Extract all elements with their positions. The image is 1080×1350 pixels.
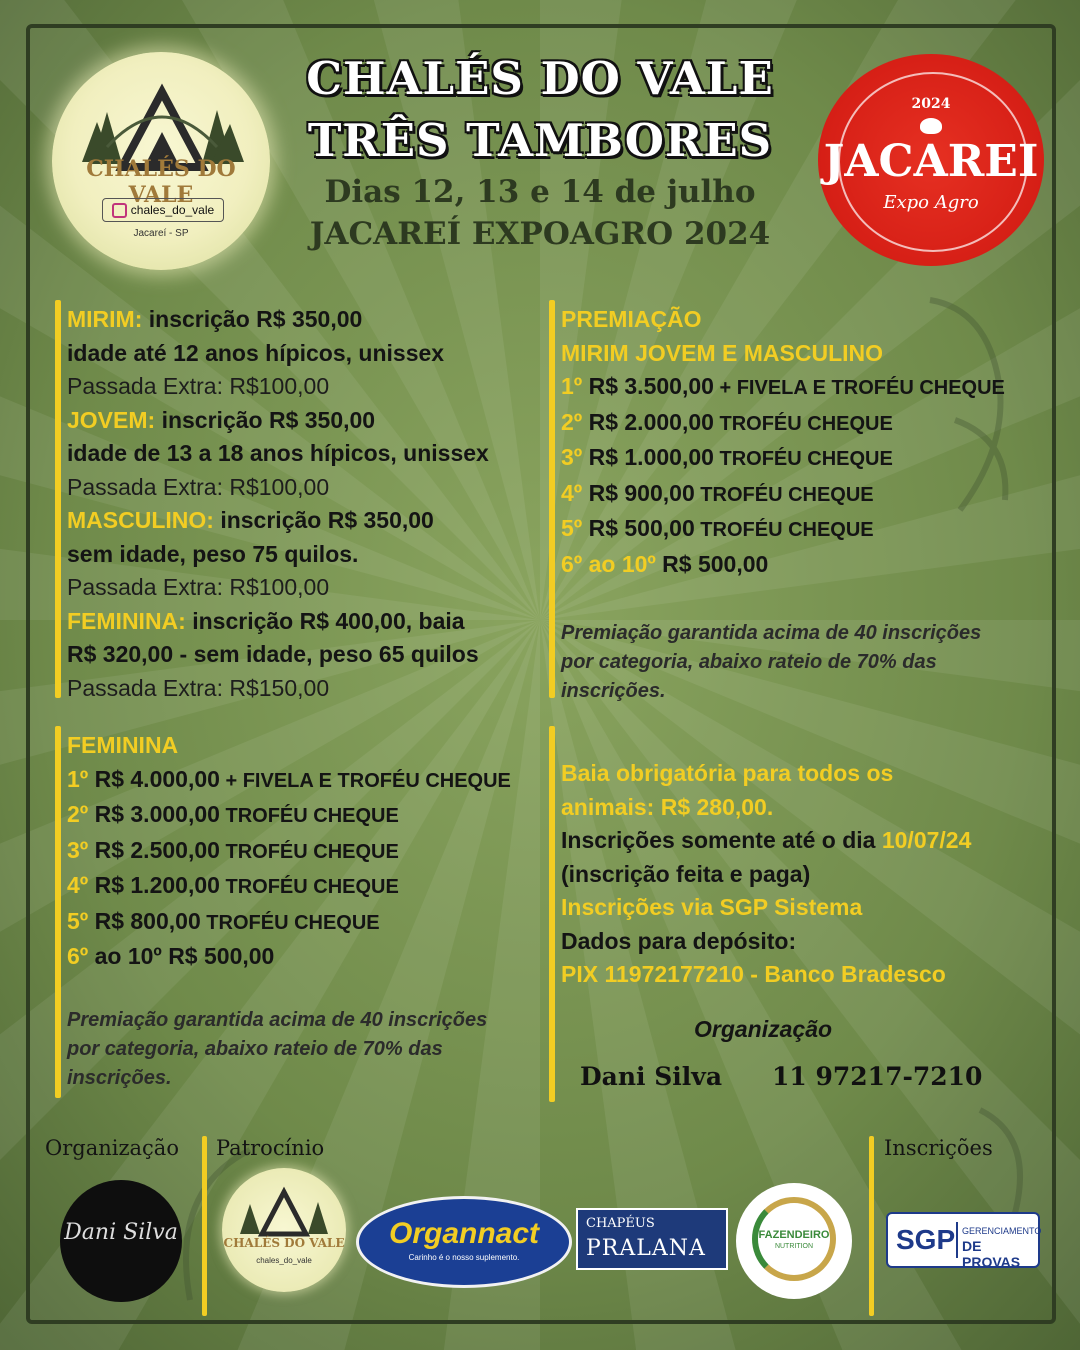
- cat-jovem-desc: idade de 13 a 18 anos hípicos, unissex: [67, 440, 489, 466]
- feminina_prizes-prizes-1-place: 2º: [67, 801, 89, 827]
- feminina_prizes-prizes-3-place: 4º: [67, 872, 89, 898]
- pix-line: PIX 11972177210 - Banco Bradesco: [561, 961, 946, 987]
- premiacao-prizes-1-place: 2º: [561, 408, 583, 435]
- footer-patrocinio-label: Patrocínio: [216, 1136, 325, 1160]
- cat-jovem-fee: inscrição R$ 350,00: [155, 406, 376, 433]
- paid-note: (inscrição feita e paga): [561, 860, 811, 887]
- footer-divider-2: [869, 1136, 874, 1316]
- premiacao-prizes-3-value: R$ 900,00: [582, 479, 695, 506]
- premiacao-prizes-5-value: R$ 500,00: [655, 550, 769, 577]
- feminina_prizes-prizes-5-place: 6º: [67, 943, 89, 969]
- organizer-phone: 11 97217-7210: [772, 1062, 983, 1091]
- cat-jovem-name: JOVEM:: [67, 406, 156, 433]
- bull-head-icon: [920, 118, 942, 134]
- premiacao-prize-2: [561, 406, 1031, 442]
- feminina_prizes-prizes-4-place: 5º: [67, 907, 89, 934]
- premiacao-prizes-4-value: R$ 500,00: [582, 515, 695, 541]
- feminina_prizes-prizes-0-place: 1º: [67, 765, 89, 792]
- premiacao-prizes-0-place: 1º: [561, 373, 583, 399]
- system-line: Inscrições via SGP Sistema: [561, 894, 863, 920]
- feminina_prizes-prizes-2-extra: TROFÉU CHEQUE: [219, 840, 399, 863]
- cat-masculino-extra: Passada Extra: R$100,00: [67, 574, 330, 600]
- feminina-heading: FEMININA: [67, 732, 179, 758]
- feminina_prizes-prizes-4-value: R$ 800,00: [88, 907, 201, 934]
- feminina_prizes-prizes-2-place: 3º: [67, 836, 89, 863]
- premiacao-prizes-4-extra: TROFÉU CHEQUE: [694, 519, 874, 541]
- organnact-logo-text: Organnact: [388, 1217, 540, 1250]
- pralana-text: PRALANA: [586, 1236, 706, 1261]
- premiacao-subheading: MIRIM JOVEM E MASCULINO: [561, 339, 884, 366]
- chales-sponsor-logo: [222, 1168, 346, 1292]
- feminina-prize-4: [67, 869, 537, 905]
- divider-bar-info: [549, 726, 555, 1102]
- feminina-prize-5: [67, 905, 537, 941]
- chales-logo-location: Jacareí - SP: [133, 228, 189, 239]
- feminina_prizes-prizes-2-value: R$ 2.500,00: [88, 836, 220, 863]
- sgp-sub2: DE PROVAS: [962, 1238, 1021, 1270]
- baia-line1: Baia obrigatória para todos os: [561, 760, 894, 786]
- chales-sponsor-text: CHALÉS DO VALE: [223, 1236, 345, 1250]
- organnact-tagline: Carinho é o nosso suplemento.: [408, 1253, 520, 1262]
- baia-line2: animais: R$ 280,00.: [561, 793, 774, 820]
- feminina_prizes-prizes-5-value: ao 10º R$ 500,00: [88, 943, 275, 969]
- sgp-sub1: GERENCIAMENTO: [962, 1226, 1042, 1236]
- divider-bar-categories: [55, 300, 61, 698]
- premiacao-prize-5: [561, 512, 1031, 548]
- premiacao-prizes-3-place: 4º: [561, 479, 583, 506]
- title-line2: TRÊS TAMBORES: [307, 114, 773, 167]
- chapeus-pralana-logo: [576, 1208, 728, 1270]
- cat-mirim-line: [67, 303, 537, 337]
- instagram-icon: [112, 203, 127, 218]
- divider-bar-feminina: [55, 726, 61, 1098]
- sgp-logo: [886, 1212, 1040, 1268]
- premiacao-prize-6: [561, 548, 1031, 584]
- feminina_prizes-prizes-1-extra: TROFÉU CHEQUE: [219, 805, 399, 827]
- fazendeiro-text: FAZENDEIRO: [758, 1229, 830, 1241]
- feminina-prize-2: [67, 798, 537, 834]
- deadline-line: [561, 824, 1031, 858]
- cat-feminina-fee: inscrição R$ 400,00, baia: [185, 607, 465, 634]
- fazendeiro-nutrition-logo: [736, 1183, 852, 1299]
- feminina-note: Premiação garantida acima de 40 inscrições por categoria, abaixo rateio de 70% das inscrições.: [67, 1008, 488, 1089]
- premiacao-prizes-1-value: R$ 2.000,00: [582, 408, 714, 435]
- cat-feminina-name: FEMININA:: [67, 607, 186, 634]
- badge-sub: Expo Agro: [883, 192, 979, 213]
- categories-block: [67, 303, 537, 705]
- organizacao-label: Organização: [694, 1016, 833, 1042]
- jacarei-expoagro-badge: [818, 54, 1044, 266]
- premiacao-prize-4: [561, 477, 1031, 513]
- premiacao-prizes-2-extra: TROFÉU CHEQUE: [713, 448, 893, 470]
- premiacao-prizes-4-place: 5º: [561, 515, 583, 541]
- event-dates: Dias 12, 13 e 14 de julho: [324, 174, 756, 210]
- chales-logo-text: CHALÉS DO VALE: [86, 156, 236, 208]
- sgp-text: SGP: [896, 1224, 956, 1255]
- premiacao-block: [561, 303, 1031, 706]
- event-name: JACAREÍ EXPOAGRO 2024: [309, 216, 771, 252]
- cat-masculino-line: [67, 504, 537, 538]
- premiacao-prizes-0-extra: + FIVELA E TROFÉU CHEQUE: [713, 377, 1005, 399]
- footer-divider-1: [202, 1136, 207, 1316]
- dani-silva-logo: [60, 1180, 182, 1302]
- info-block: [561, 757, 1031, 992]
- cat-masculino-fee: inscrição R$ 350,00: [213, 507, 434, 533]
- chales-sponsor-insta: chales_do_vale: [256, 1256, 312, 1265]
- feminina-prize-6: [67, 940, 537, 976]
- feminina_prizes-prizes-4-extra: TROFÉU CHEQUE: [200, 911, 380, 934]
- feminina-prize-1: [67, 763, 537, 799]
- premiacao-prizes-2-place: 3º: [561, 444, 583, 470]
- feminina_prizes-prizes-3-value: R$ 1.200,00: [88, 872, 220, 898]
- cat-mirim-name: MIRIM:: [67, 306, 143, 332]
- cat-mirim-extra: Passada Extra: R$100,00: [67, 373, 330, 399]
- premiacao-prize-1: [561, 370, 1031, 406]
- instagram-handle: chales_do_vale: [130, 203, 215, 217]
- cat-feminina-desc: R$ 320,00 - sem idade, peso 65 quilos: [67, 641, 479, 667]
- premiacao-note: Premiação garantida acima de 40 inscrições por categoria, abaixo rateio de 70% das inscrições.: [561, 622, 982, 702]
- divider-bar-premiacao: [549, 300, 555, 698]
- badge-year: 2024: [911, 96, 951, 112]
- deadline-date: 10/07/24: [881, 827, 972, 853]
- info-deadline_text: Inscrições somente até o dia: [561, 827, 882, 853]
- premiacao-prizes-2-value: R$ 1.000,00: [582, 444, 714, 470]
- cat-mirim-fee: inscrição R$ 350,00: [142, 306, 363, 332]
- organizer-name: Dani Silva: [580, 1062, 723, 1091]
- cat-jovem-line: [67, 404, 537, 438]
- dani-silva-logo-text: Dani Silva: [64, 1220, 178, 1245]
- deposit-label: Dados para depósito:: [561, 927, 797, 954]
- title-line1: CHALÉS DO VALE: [306, 52, 774, 105]
- premiacao-prizes-3-extra: TROFÉU CHEQUE: [694, 483, 874, 506]
- feminina_prizes-prizes-0-value: R$ 4.000,00: [88, 765, 220, 792]
- feminina_prizes-prizes-1-value: R$ 3.000,00: [88, 801, 220, 827]
- premiacao-prizes-5-place: 6º ao 10º: [561, 550, 656, 577]
- cat-feminina-line: [67, 605, 537, 639]
- cat-masculino-desc: sem idade, peso 75 quilos.: [67, 540, 359, 567]
- feminina-prize-3: [67, 834, 537, 870]
- premiacao-heading: PREMIAÇÃO: [561, 306, 702, 332]
- feminina_prizes-prizes-0-extra: + FIVELA E TROFÉU CHEQUE: [219, 769, 511, 792]
- cat-jovem-extra: Passada Extra: R$100,00: [67, 473, 330, 500]
- premiacao-prizes-0-value: R$ 3.500,00: [582, 373, 714, 399]
- premiacao-prizes-1-extra: TROFÉU CHEQUE: [713, 412, 893, 435]
- chales-logo-instagram: [102, 198, 224, 222]
- premiacao-prize-3: [561, 441, 1031, 477]
- cat-mirim-desc: idade até 12 anos hípicos, unissex: [67, 339, 445, 366]
- feminina-prizes-block: [67, 729, 537, 1093]
- footer-organizacao-label: Organização: [45, 1136, 179, 1160]
- cat-masculino-name: MASCULINO:: [67, 507, 214, 533]
- footer-inscricoes-label: Inscrições: [884, 1136, 993, 1160]
- badge-name: JACAREI: [823, 136, 1039, 187]
- organnact-logo: [356, 1196, 572, 1288]
- feminina_prizes-prizes-3-extra: TROFÉU CHEQUE: [219, 876, 399, 898]
- fazendeiro-sub: NUTRITION: [774, 1243, 814, 1250]
- chapeus-text: CHAPÉUS: [586, 1216, 655, 1231]
- cat-feminina-extra: Passada Extra: R$150,00: [67, 674, 330, 701]
